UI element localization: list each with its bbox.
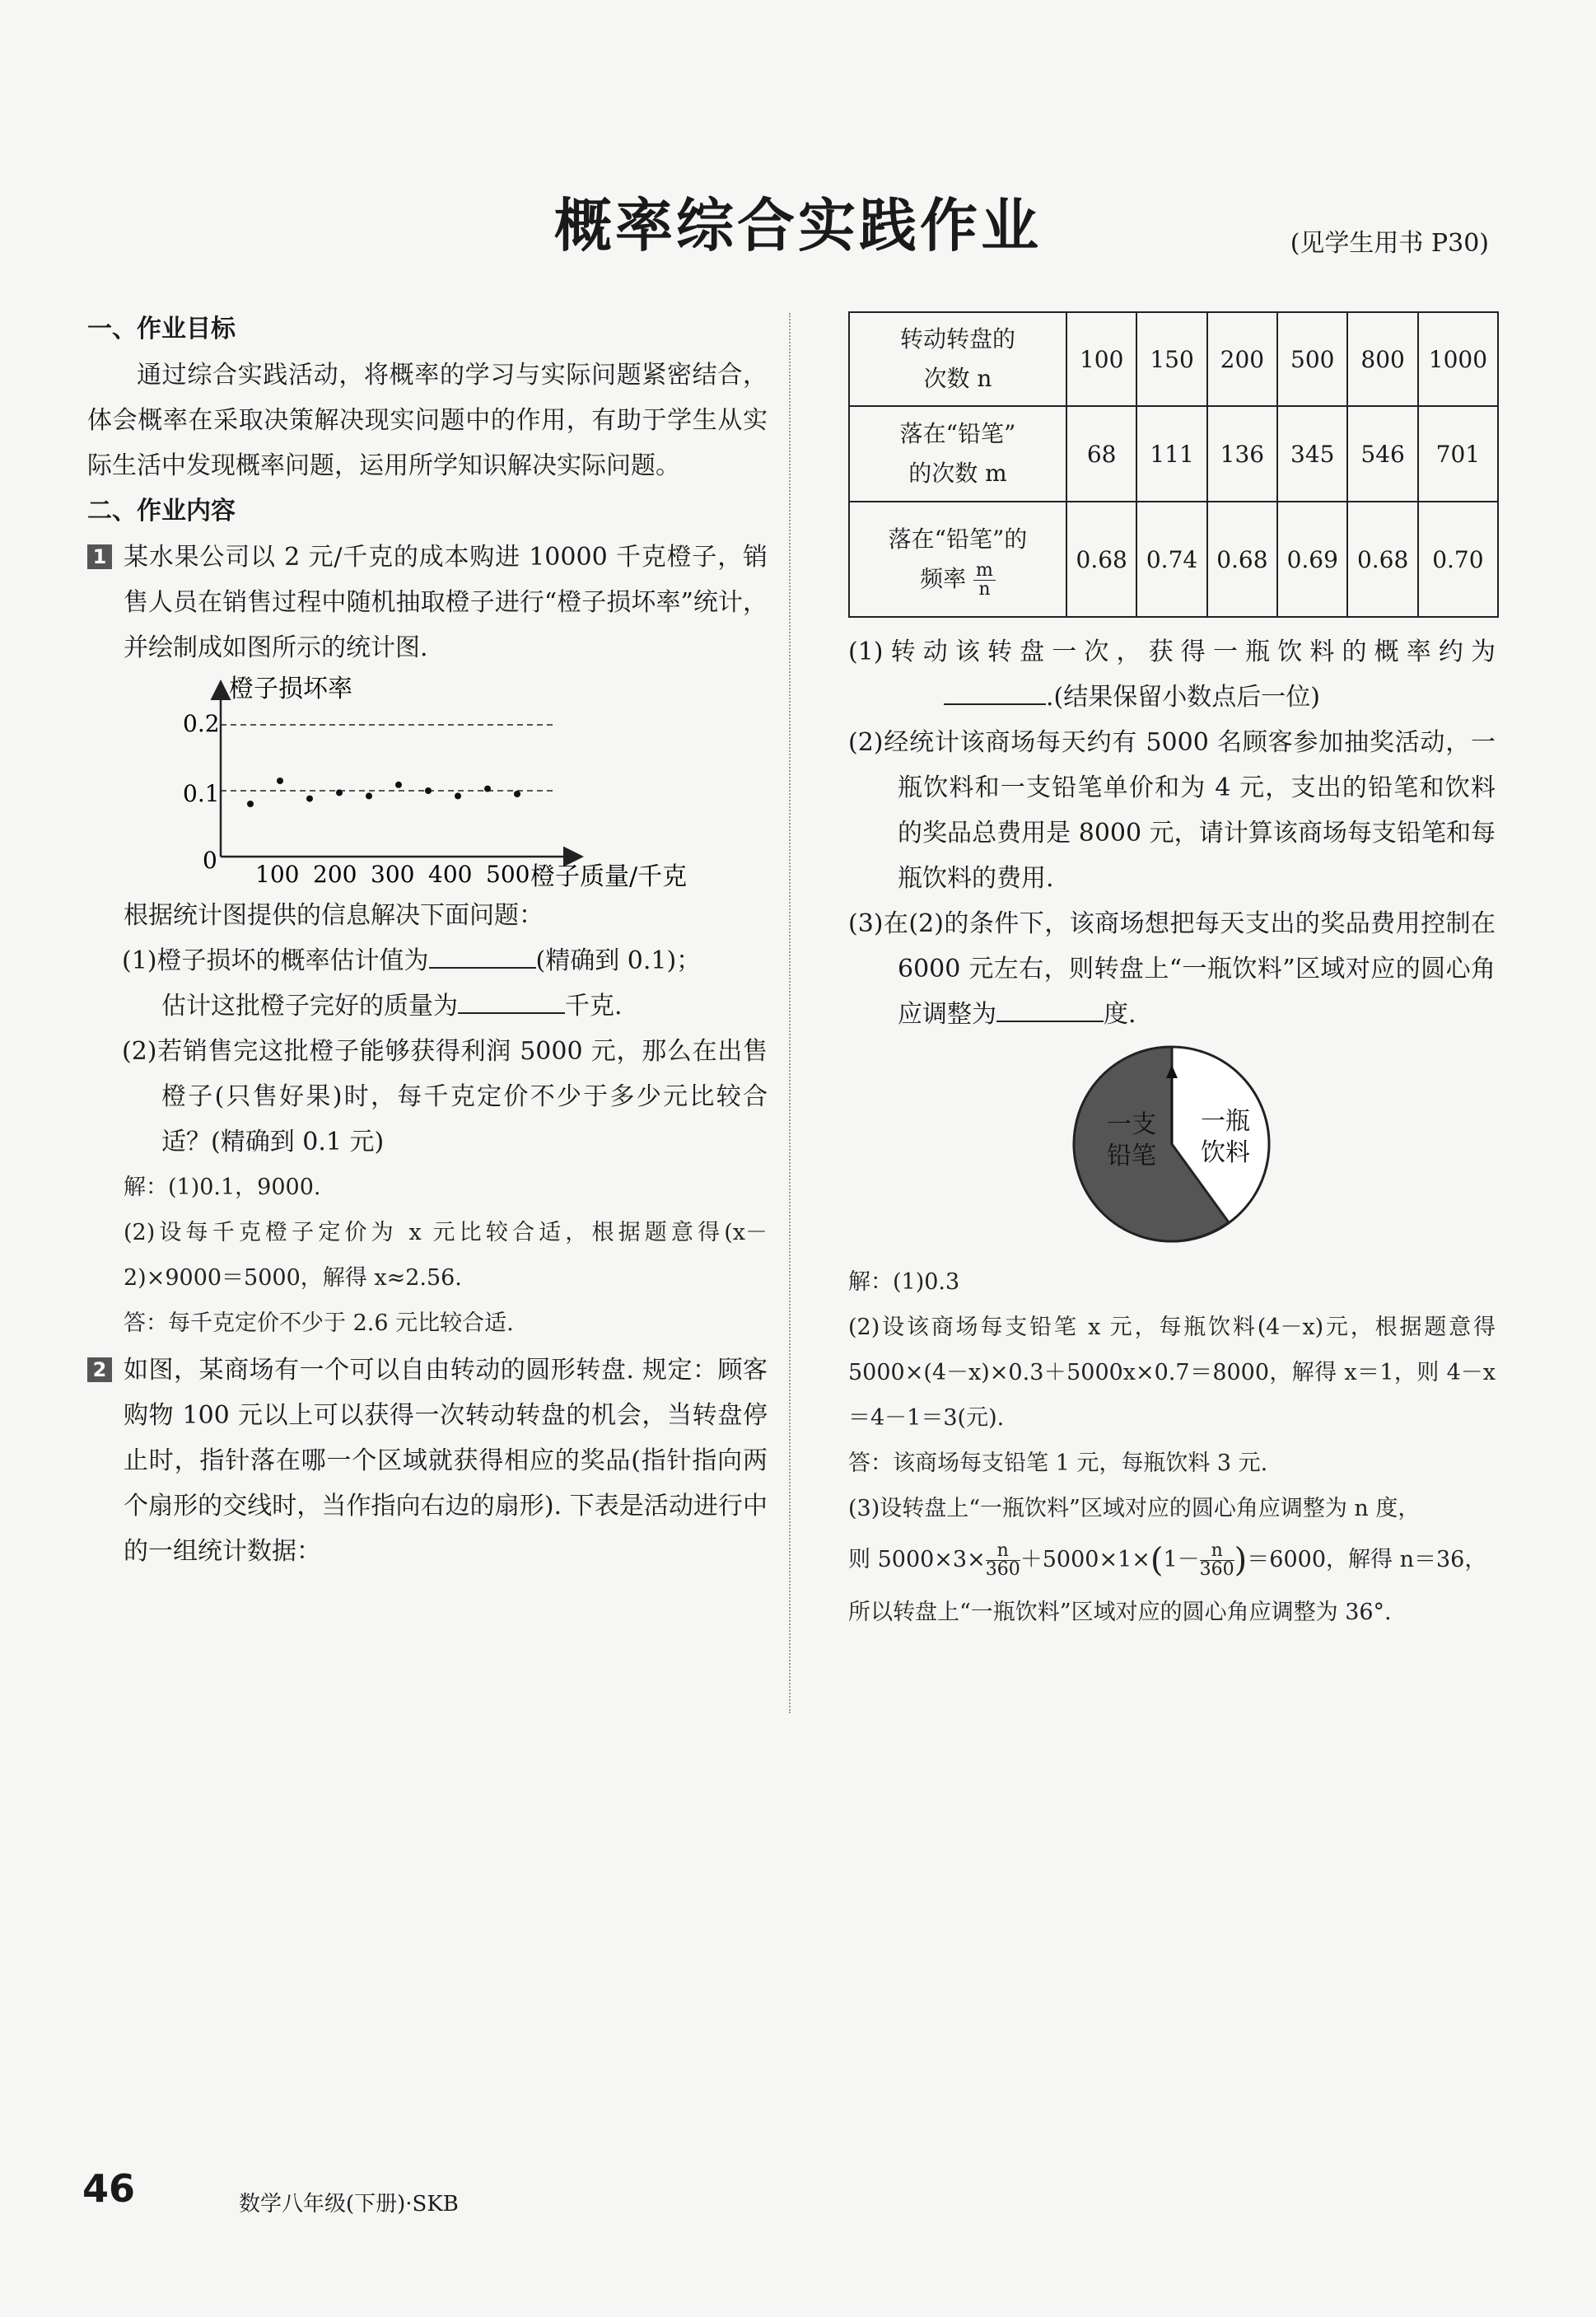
spinner-stats-table [848,311,1499,618]
q1-solution-3: 答：每千克定价不少于 2.6 元比较合适. [124,1310,514,1336]
q2-solution-5: 则 5000×3× $\frac{n}{360}$ ＋5000×1×(1－ $\frac{n}{360}$ )＝6000，解得 n＝36， [848,1540,1487,1580]
table-cell: 0.68 [1066,502,1136,617]
row-header-line [850,559,1066,599]
q1-solution-2: (2)设每千克橙子定价为 x 元比较合适，根据题意得(x－2)×9000＝5000，解得 x≈2.56. [124,1220,768,1291]
section1-heading: 一、作业目标 [87,315,236,343]
x-tick-label: 200 [313,861,357,888]
answer-blank[interactable] [996,996,1104,1022]
fraction-denominator: 360 [1199,1559,1234,1580]
q1-part1-note: (精确到 0.1)； [535,946,702,975]
q2-solution-1: 解：(1)0.3 [848,1269,960,1295]
q2-part3 [848,901,1496,1037]
q1-part1-text2: 估计这批橙子完好的质量为 [161,992,458,1021]
table-cell: 546 [1347,406,1417,502]
spinner-figure [848,1037,1496,1250]
section1-body: 通过综合实践活动，将概率的学习与实际问题紧密结合，体会概率在采取决策解决现实问题中的作用，有助于学生从实际生活中发现概率问题，运用所学知识解决实际问题。 [87,361,768,480]
y-tick-label: 0.1 [183,780,220,807]
table-cell: 0.68 [1207,502,1277,617]
q2-solution-4: (3)设转盘上“一瓶饮料”区域对应的圆心角应调整为 n 度， [848,1496,1421,1521]
table-row [849,312,1498,406]
table-cell: 0.68 [1347,502,1417,617]
table-row [849,502,1498,617]
x-tick-label: 100 [255,861,300,888]
answer-blank[interactable] [429,942,536,969]
table-cell: 1000 [1418,312,1498,406]
section2-heading: 二、作业内容 [87,497,236,526]
data-point [425,787,432,794]
damage-rate-chart [87,672,768,888]
pencil-label: 一支 [1107,1110,1156,1139]
row-header-line: 次数 n [923,365,992,392]
book-title: 数学八年级(下册)·SKB [239,2192,459,2217]
pencil-label: 铅笔 [1107,1142,1156,1170]
data-point [484,786,491,792]
x-tick-label: 500 [486,861,530,888]
table-cell: 68 [1066,406,1136,502]
row-header-text: 频率 [920,565,967,592]
question-number-badge: 1 [87,544,112,569]
data-point [366,792,372,799]
q2-part3-text: (3)在(2)的条件下，该商场想把每天支出的奖品费用控制在 6000 元左右，则转盘上“一瓶饮料”区域对应的圆心角应调整为 [848,909,1496,1029]
q2-part1 [848,629,1496,720]
q2-part3-unit: 度. [1104,1000,1136,1029]
table-row [849,406,1498,502]
row-header [849,502,1066,617]
question-text: 如图，某商场有一个可以自由转动的圆形转盘. 规定：顾客购物 100 元以上可以获得一次转动转盘的机会，当转盘停止时，指针落在哪一个区域就获得相应的奖品(指针指向两个扇形的交线时，当作指向右边的扇形). 下表是活动进行中的一组统计数据： [124,1356,768,1566]
row-header-line: 落在“铅笔” [899,420,1016,447]
page-number: 46 [82,2166,136,2211]
data-point [247,801,254,807]
question-text: 某水果公司以 2 元/千克的成本购进 10000 千克橙子，销售人员在销售过程中随机抽取橙子进行“橙子损坏率”统计，并绘制成如图所示的统计图. [124,543,768,662]
table-cell: 800 [1347,312,1417,406]
chart-prompt: 根据统计图提供的信息解决下面问题： [124,901,544,930]
row-header-line: 落在“铅笔”的 [888,526,1028,553]
origin-label: 0 [203,847,217,874]
data-point [336,789,343,796]
equation-part: ＝6000，解得 n＝36， [1247,1547,1487,1572]
data-point [306,796,313,802]
data-point [395,782,402,788]
q1-part1-unit: 千克. [565,992,623,1021]
row-header-line: 转动转盘的 [899,325,1015,353]
table-cell: 500 [1277,312,1347,406]
q2-part1-note: .(结果保留小数点后一位) [1046,683,1320,712]
x-tick-label: 300 [371,861,415,888]
table-cell: 111 [1136,406,1206,502]
right-column [848,311,1496,1635]
table-cell: 0.69 [1277,502,1347,617]
data-point [514,791,520,797]
left-column [87,306,768,1574]
equation-part: 1－ [1163,1547,1200,1572]
page-title: 概率综合实践作业 [554,192,1042,259]
q1-part1 [87,938,768,983]
equation-part: 则 5000×3× [848,1547,986,1572]
data-point [277,778,283,784]
table-cell: 150 [1136,312,1206,406]
table-cell: 0.70 [1418,502,1498,617]
table-cell: 0.74 [1136,502,1206,617]
fraction-m-over-n [973,562,996,599]
fraction-numerator: m [973,562,996,581]
table-cell: 100 [1066,312,1136,406]
x-axis-label: 橙子质量/千克 [530,862,688,888]
data-point [455,792,461,799]
scatter-plot [87,672,768,888]
row-header [849,312,1066,406]
table-cell: 136 [1207,406,1277,502]
answer-blank[interactable] [458,988,565,1014]
drink-label: 一瓶 [1201,1107,1250,1136]
q2-part1-text: (1)转动该转盘一次，获得一瓶饮料的概率约为 [848,638,1496,666]
drink-label: 饮料 [1201,1138,1250,1167]
q2-part2: (2)经统计该商场每天约有 5000 名顾客参加抽奖活动，一瓶饮料和一支铅笔单价和为 4 元，支出的铅笔和饮料的奖品总费用是 8000 元，请计算该商场每支铅笔和每瓶饮料的费用. [848,728,1496,893]
q1-part1-text: (1)橙子损坏的概率估计值为 [122,946,429,975]
table-cell: 701 [1418,406,1498,502]
row-header-line: 的次数 m [908,460,1007,487]
fraction-numerator: n [986,1542,1020,1561]
y-axis-label: 橙子损坏率 [229,675,352,703]
question-2 [87,1348,768,1574]
q1-part1-line2 [87,983,768,1029]
q1-solution-1: 解：(1)0.1，9000. [124,1175,321,1200]
fraction-n-over-360 [1200,1542,1234,1579]
q2-solution-6: 所以转盘上“一瓶饮料”区域对应的圆心角应调整为 36°. [848,1599,1392,1625]
equation-part: ＋5000×1× [1020,1547,1150,1572]
fraction-numerator: n [1200,1542,1234,1561]
table-cell: 345 [1277,406,1347,502]
q1-part2: (2)若销售完这批橙子能够获得利润 5000 元，那么在出售橙子(只售好果)时，每千克定价不少于多少元比较合适？(精确到 0.1 元) [122,1037,768,1156]
column-divider [789,313,791,1713]
fraction-n-over-360 [986,1542,1020,1579]
reference-note: (见学生用书 P30) [1290,229,1489,258]
answer-blank[interactable] [944,679,1046,705]
row-header [849,406,1066,502]
question-1 [87,535,768,670]
table-cell: 200 [1207,312,1277,406]
question-number-badge: 2 [87,1357,112,1382]
x-tick-label: 400 [428,861,473,888]
y-tick-label: 0.2 [183,710,220,737]
fraction-denominator: 360 [985,1559,1020,1580]
q2-solution-3: 答：该商场每支铅笔 1 元，每瓶饮料 3 元. [848,1450,1268,1476]
q2-solution-2: (2)设该商场每支铅笔 x 元，每瓶饮料(4－x)元，根据题意得 5000×(4－x)×0.3＋5000x×0.7＝8000，解得 x＝1，则 4－x＝4－1＝3(元). [848,1315,1496,1431]
fraction-denominator: n [978,579,991,600]
